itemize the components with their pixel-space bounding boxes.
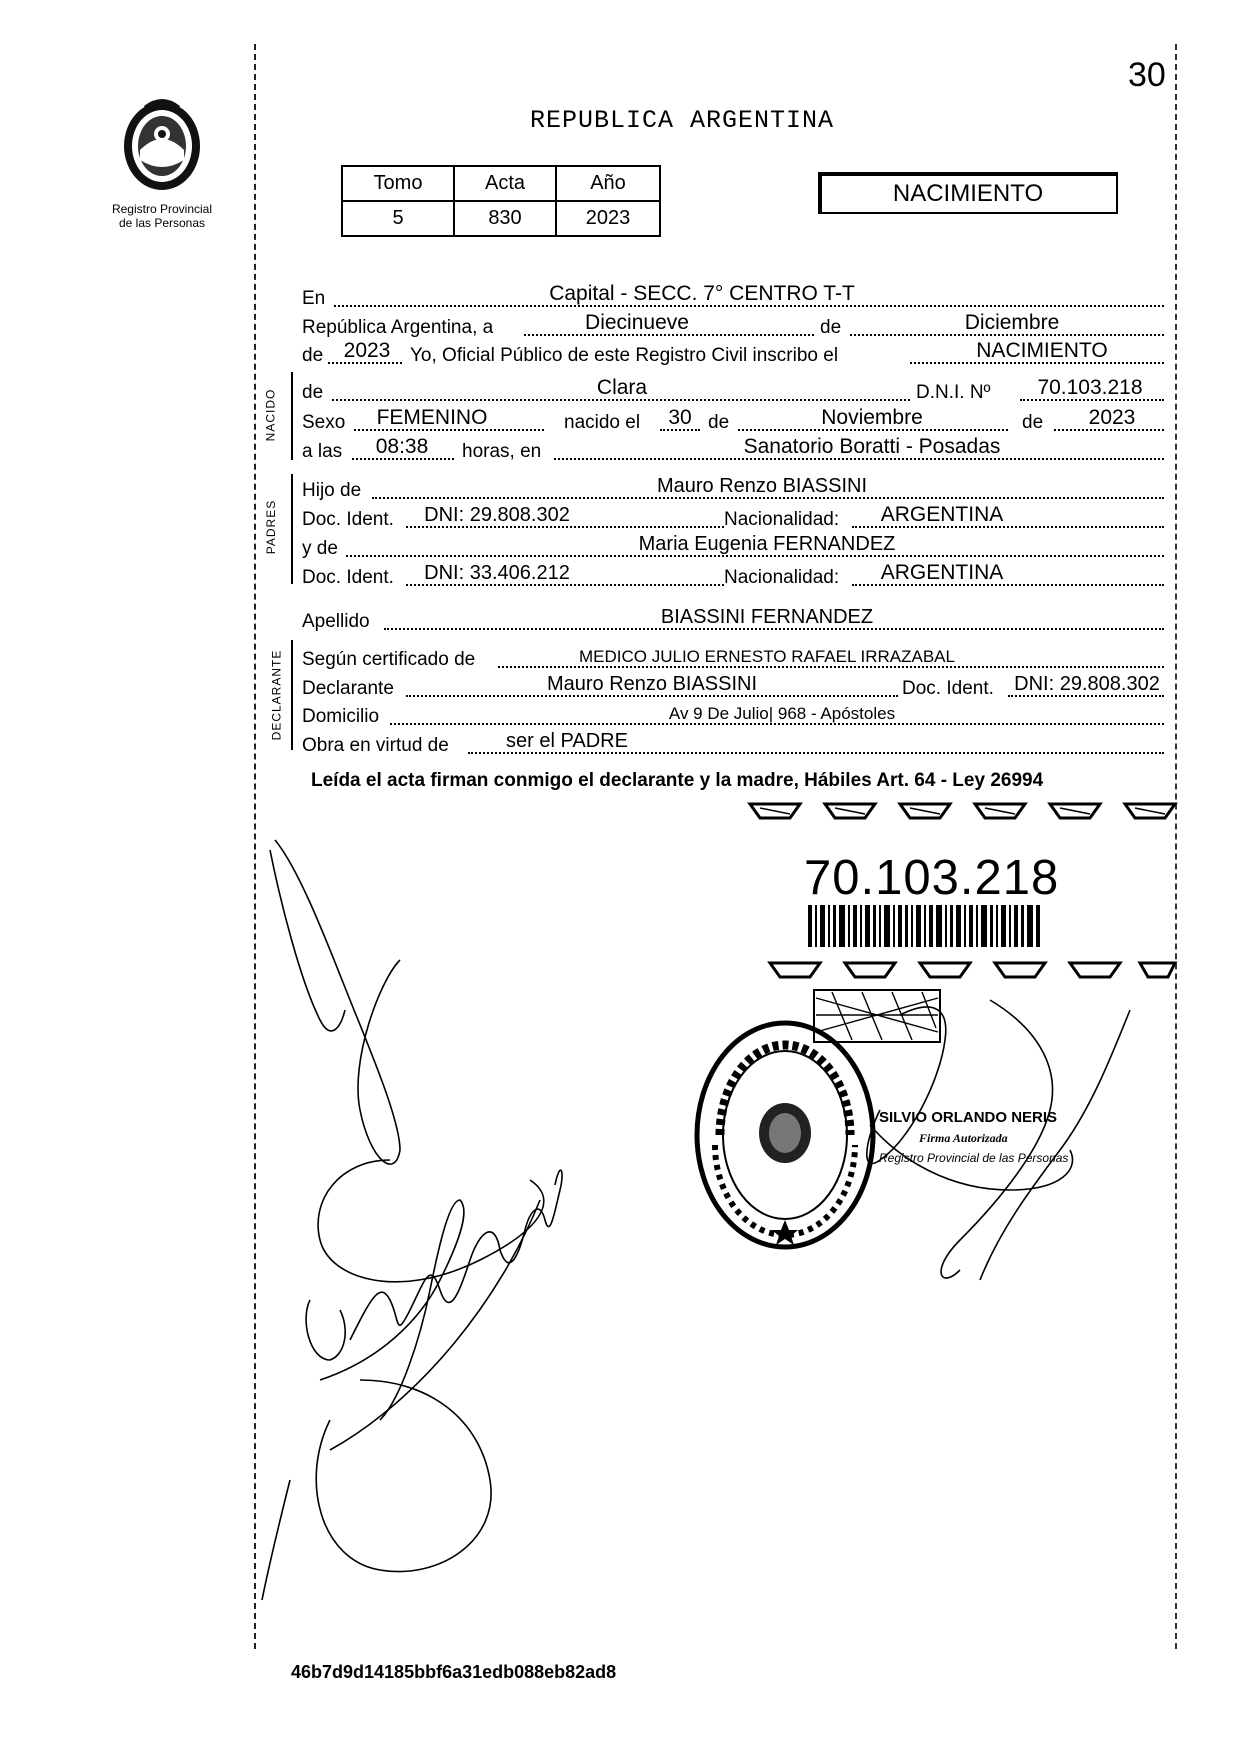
birth-de2-label: de <box>1022 412 1044 433</box>
certificado-label: Según certificado de <box>302 649 476 670</box>
time-value: 08:38 <box>375 435 429 458</box>
father-nat: ARGENTINA <box>880 503 1004 526</box>
name-value: Clara <box>596 376 648 399</box>
logo-caption-line1: Registro Provincial <box>111 202 213 216</box>
birth-month: Noviembre <box>821 406 923 429</box>
declarante-doc: DNI: 29.808.302 <box>1014 673 1160 695</box>
birth-year: 2023 <box>1088 406 1136 429</box>
signer-org: Registro Provincial de las Personas <box>879 1151 1069 1165</box>
signer-name: SILVIO ORLANDO NERIS <box>879 1109 1058 1126</box>
page-number: 30 <box>1128 56 1166 94</box>
declarante-value: Mauro Renzo BIASSINI <box>546 673 758 695</box>
page-title: REPUBLICA ARGENTINA <box>530 106 835 135</box>
domicilio-label: Domicilio <box>302 706 380 727</box>
signer-role: Firma Autorizada <box>919 1131 1008 1145</box>
logo-caption-line2: de las Personas <box>118 216 206 230</box>
header-acta: Acta <box>454 166 556 201</box>
act-type-box: NACIMIENTO <box>818 172 1118 214</box>
obra-value: ser el PADRE <box>506 730 628 752</box>
father-value: Mauro Renzo BIASSINI <box>656 475 868 497</box>
apellido-label: Apellido <box>302 611 370 632</box>
year-value: 2023 <box>343 339 391 362</box>
act-value: NACIMIENTO <box>976 339 1108 362</box>
declarante-label: Declarante <box>302 678 394 699</box>
document-hash: 46b7d9d14185bbf6a31edb088eb82ad8 <box>291 1662 617 1682</box>
mother-doc: DNI: 33.406.212 <box>424 562 570 584</box>
oficial-text: Yo, Oficial Público de este Registro Civil inscribo el <box>410 345 839 366</box>
value-tomo: 5 <box>342 201 454 236</box>
dni-large-print: 70.103.218 <box>804 851 1060 905</box>
mother-nat: ARGENTINA <box>880 561 1004 584</box>
nacido-label: nacido el <box>564 412 641 433</box>
value-ano: 2023 <box>556 201 660 236</box>
month-value: Diciembre <box>964 311 1060 334</box>
day-value: Diecinueve <box>585 311 689 334</box>
value-acta: 830 <box>454 201 556 236</box>
section-label-padres: PADRES <box>264 499 279 555</box>
closing-statement: Leída el acta firman conmigo el declarante y la madre, Hábiles Art. 64 - Ley 26994 <box>311 770 1044 791</box>
certificado-value: MEDICO JULIO ERNESTO RAFAEL IRRAZABAL <box>579 647 955 666</box>
birth-day: 30 <box>668 406 692 429</box>
alas-label: a las <box>302 441 343 462</box>
place-value: Sanatorio Boratti - Posadas <box>743 435 1001 458</box>
section-label-nacido: NACIDO <box>263 388 278 442</box>
father-doc: DNI: 29.808.302 <box>424 504 570 526</box>
apellido-value: BIASSINI FERNANDEZ <box>660 606 874 628</box>
header-tomo: Tomo <box>342 166 454 201</box>
republica-label: República Argentina, a <box>302 317 494 338</box>
dni-value: 70.103.218 <box>1037 376 1143 399</box>
dni-label: D.N.I. Nº <box>916 382 991 403</box>
hijo-label: Hijo de <box>302 480 362 501</box>
father-doc-label: Doc. Ident. <box>302 509 394 530</box>
en-label: En <box>302 288 326 309</box>
header-ano: Año <box>556 166 660 201</box>
domicilio-value: Av 9 De Julio| 968 - Apóstoles <box>668 704 896 723</box>
year-prefix-label: de <box>302 345 324 366</box>
declarante-doc-label: Doc. Ident. <box>902 678 994 699</box>
yde-label: y de <box>302 538 338 559</box>
name-label: de <box>302 382 324 403</box>
horas-label: horas, en <box>462 441 542 462</box>
sexo-value: FEMENINO <box>376 406 488 429</box>
obra-label: Obra en virtud de <box>302 735 449 756</box>
father-nat-label: Nacionalidad: <box>724 509 840 530</box>
de-label: de <box>820 317 842 338</box>
birth-de-label: de <box>708 412 730 433</box>
mother-value: Maria Eugenia FERNANDEZ <box>638 533 896 555</box>
sexo-label: Sexo <box>302 412 346 433</box>
mother-doc-label: Doc. Ident. <box>302 567 394 588</box>
section-label-declarante: DECLARANTE <box>269 649 284 741</box>
mother-nat-label: Nacionalidad: <box>724 567 840 588</box>
en-value: Capital - SECC. 7° CENTRO T-T <box>549 282 855 305</box>
